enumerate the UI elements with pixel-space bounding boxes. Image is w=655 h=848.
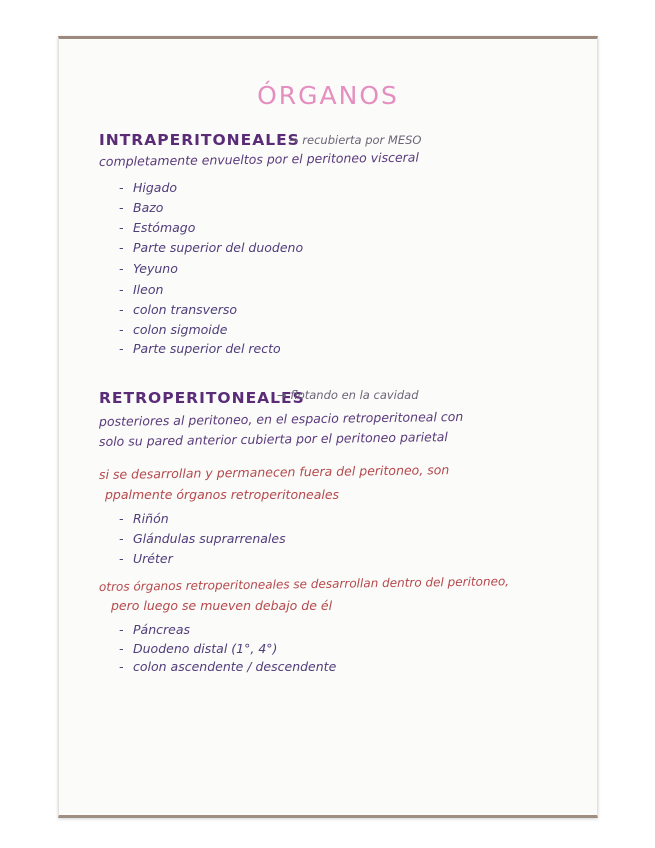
retro-secondary-line: otros órganos retroperitoneales se desarrollan dentro del peritoneo, (98, 574, 510, 594)
intra-item: - Parte superior del recto (119, 341, 281, 356)
intra-heading: INTRAPERITONEALES (99, 131, 300, 149)
retro-primary-item: - Glándulas suprarrenales (119, 531, 286, 546)
intra-description: completamente envueltos por el peritoneo visceral (98, 149, 419, 169)
retro-primary-line: si se desarrollan y permanecen fuera del peritoneo, son (98, 462, 450, 482)
retro-secondary-item: - Páncreas (119, 622, 190, 637)
intra-item: - Yeyuno (119, 261, 178, 276)
intra-item: - Ileon (119, 282, 164, 297)
retro-secondary-item: - Duodeno distal (1°, 4°) (119, 641, 278, 656)
retro-primary-line: ppalmente órganos retroperitoneales (105, 487, 340, 502)
retro-secondary-line: pero luego se mueven debajo de él (111, 598, 333, 613)
intra-note: → recubierta por MESO (289, 133, 422, 147)
retro-description-line: posteriores al peritoneo, en el espacio retroperitoneal con (98, 408, 464, 429)
retro-heading: RETROPERITONEALES (99, 389, 305, 407)
retro-primary-item: - Riñón (119, 511, 169, 526)
notes-sheet (58, 36, 598, 818)
intra-item: - colon sigmoide (119, 322, 228, 337)
retro-primary-item: - Uréter (119, 551, 173, 566)
intra-item: - colon transverso (119, 302, 238, 317)
retro-description-line: solo su pared anterior cubierta por el peritoneo parietal (98, 429, 448, 449)
intra-item: - Estómago (119, 220, 196, 235)
retro-note: → flotando en la cavidad (277, 388, 419, 402)
intra-item: - Bazo (119, 200, 164, 215)
intra-item: - Parte superior del duodeno (119, 240, 304, 255)
retro-secondary-item: - colon ascendente / descendente (119, 659, 337, 674)
intra-item: - Higado (119, 180, 178, 195)
page-title: ÓRGANOS (257, 81, 399, 110)
